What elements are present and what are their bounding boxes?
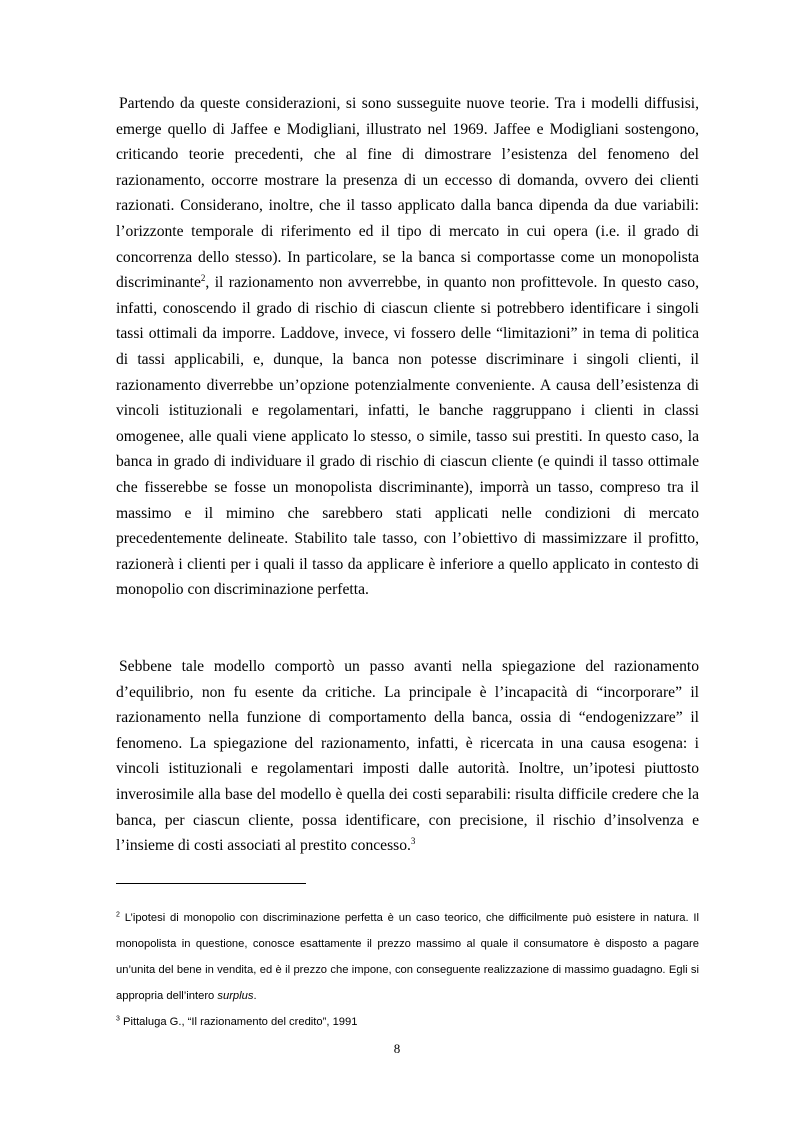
body-paragraph-2 bbox=[116, 654, 699, 859]
footnote-3-mark: 3 bbox=[116, 1015, 120, 1023]
paragraph-1-text-b: , il razionamento non avverrebbe, in quanto non profittevole. In questo caso, infatti, conoscendo il grado di rischio di ciascun cliente si potrebbero identificare i singoli tassi ottimali da imporre. Laddove, invece, vi fossero delle “limitazioni” in tema di politica di tassi applicabili, e, dunque, la banca non potesse discriminare i singoli clienti, il razionamento diverrebbe un’opzione potenzialmente conveniente. A causa dell’esistenza di vincoli istituzionali e regolamentari, infatti, le banche raggruppano i clienti in classi omogenee, alle quali viene applicato lo stesso, o simile, tasso sui prestiti. In questo caso, la banca in grado di individuare il grado di rischio di ciascun cliente (e quindi il tasso ottimale che fisserebbe se fosse un monopolista discriminante), imporrà un tasso, compreso tra il massimo e il mimino che sarebbero stati applicati nelle condizioni di mercato precedentemente delineate. Stabilito tale tasso, con l’obiettivo di massimizzare il profitto, razionerà i clienti per i quali il tasso da applicare è inferiore a quello applicato in contesto di monopolio con discriminazione perfetta. bbox=[116, 274, 699, 599]
footnote-2-mark: 2 bbox=[116, 911, 120, 919]
page-number: 8 bbox=[393, 1041, 401, 1056]
footnote-separator bbox=[116, 883, 306, 884]
footnote-2 bbox=[116, 905, 699, 1009]
footnote-2-italic: surplus bbox=[217, 990, 254, 1002]
footnote-ref-3[interactable]: 3 bbox=[410, 835, 416, 846]
paragraph-2-text: Sebbene tale modello comportò un passo avanti nella spiegazione del razionamento d’equilibrio, non fu esente da critiche. La principale è l’incapacità di “incorporare” il razionamento nella funzione di comportamento della banca, ossia di “endogenizzare” il fenomeno. La spiegazione del razionamento, infatti, è ricercata in una causa esogena: i vincoli istituzionali e regolamentari imposti dalle autorità. Inoltre, un’ipotesi piuttosto inverosimile alla base del modello è quella dei costi separabili: risulta difficile credere che la banca, per ciascun cliente, possa identificare, con precisione, il rischio d’insolvenza e l’insieme di costi associati al prestito concesso. bbox=[116, 658, 699, 855]
footnote-3-text: Pittaluga G., “Il razionamento del credito”, 1991 bbox=[119, 1016, 358, 1028]
body-paragraph-1 bbox=[116, 91, 699, 603]
footnote-2-end: . bbox=[253, 990, 257, 1002]
footnote-ref-2[interactable]: 2 bbox=[200, 272, 206, 283]
footnote-3 bbox=[116, 1009, 699, 1035]
paragraph-1-text-a: Partendo da queste considerazioni, si sono susseguite nuove teorie. Tra i modelli diffusisi, emerge quello di Jaffee e Modigliani, illustrato nel 1969. Jaffee e Modigliani sostengono, criticando teorie precedenti, che al fine di dimostrare l’esistenza del fenomeno del razionamento, occorre mostrare la presenza di un eccesso di domanda, ovvero dei clienti razionati. Considerano, inoltre, che il tasso applicato dalla banca dipenda da due variabili: l’orizzonte temporale di riferimento ed il tipo di mercato in cui opera (i.e. il grado di concorrenza dello stesso). In particolare, se la banca si comportasse come un monopolista discriminante bbox=[116, 95, 699, 292]
footnote-2-text: L’ipotesi di monopolio con discriminazione perfetta è un caso teorico, che difficilmente può esistere in natura. Il monopolista in questione, conosce esattamente il prezzo massimo al quale il consumatore è disposto a pagare un’unita del bene in vendita, ed è il prezzo che impone, con conseguente realizzazione di massimo guadagno. Egli si appropria dell’intero bbox=[116, 912, 699, 1002]
footnotes bbox=[116, 905, 699, 1035]
